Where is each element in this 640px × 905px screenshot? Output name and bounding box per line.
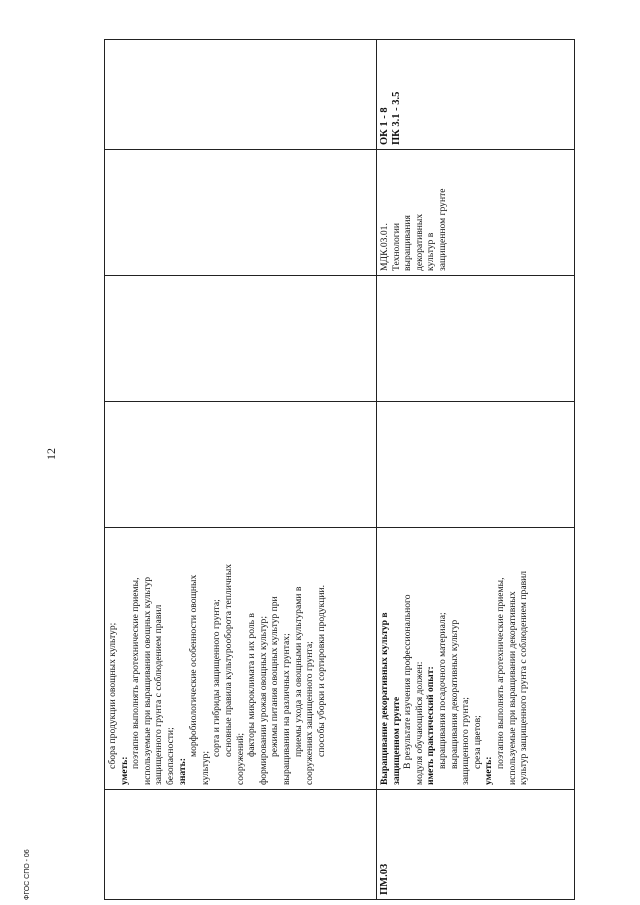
competency-code: ОК 1 - 8 — [379, 107, 390, 145]
mdk-line: выращивания — [402, 215, 414, 271]
curriculum-table-sheet — [104, 40, 574, 900]
content-line: модуля обучающийся должен: — [413, 661, 425, 785]
content-line: факторы микроклимата и их роль в — [246, 613, 258, 757]
content-line: культур; — [199, 750, 211, 785]
cell-content — [105, 528, 377, 790]
cell-code — [377, 790, 575, 900]
content-line: формировании урожая овощных культур; — [257, 615, 269, 785]
table-row — [105, 40, 377, 900]
content-line: сооружениях защищенного грунта; — [304, 641, 316, 785]
content-line: защищенного грунта; — [460, 697, 472, 785]
content-line: защищенного грунта с соблюдением правил — [153, 604, 165, 785]
content-line: сорта и гибриды защищенного грунта; — [211, 599, 223, 757]
table-row — [377, 40, 575, 900]
content-line: используемые при выращивании декоративных — [506, 591, 518, 785]
cell-code — [105, 790, 377, 900]
mdk-line: защищенном грунте — [436, 188, 448, 271]
content-line: иметь практический опыт: — [425, 666, 437, 785]
mdk-line: культур в — [425, 232, 437, 271]
content-line: уметь: — [118, 756, 130, 785]
content-line: уметь: — [483, 756, 495, 785]
content-line: сооружений; — [234, 732, 246, 785]
cell-competencies — [105, 40, 377, 150]
content-line: поэтапно выполнять агротехнические приемы, — [494, 577, 506, 769]
cell-mdk — [377, 150, 575, 276]
content-line: сбора продукции овощных культур; — [107, 622, 118, 769]
content-line: Выращивание декоративных культур в — [379, 612, 390, 785]
mdk-line: декоративных — [413, 213, 425, 271]
cell-col3 — [105, 402, 377, 528]
cell-competencies — [377, 40, 575, 150]
competency-code: ПК 3.1 - 3.5 — [391, 91, 402, 145]
content-line: среза цветов; — [471, 715, 483, 769]
cell-col3 — [377, 402, 575, 528]
cell-mdk — [105, 150, 377, 276]
curriculum-table — [104, 39, 575, 900]
content-line: режимы питания овощных культур при — [269, 596, 281, 757]
content-line: способы уборки и сортировки продукции. — [315, 584, 327, 757]
content-line: поэтапно выполнять агротехнические приемы, — [130, 577, 142, 769]
content-line: культур защищенного грунта с соблюдением правил — [518, 570, 530, 785]
content-line: выращивания декоративных культур — [448, 619, 460, 769]
content-line: основные правила культурооборота тепличных — [222, 563, 234, 757]
cell-content — [377, 528, 575, 790]
cell-col4 — [377, 276, 575, 402]
content-line: морфобиологические особенности овощных — [188, 574, 200, 757]
module-code: ПМ.03 — [379, 863, 390, 895]
mdk-line: Технологии — [390, 222, 402, 271]
content-line: выращивании на различных грунтах; — [280, 633, 292, 785]
mdk-line: МДК.03.01. — [379, 223, 390, 271]
content-line: приемы ухода за овощными культурами в — [292, 586, 304, 757]
footer-label: ФГОС СПО - 06 — [24, 849, 31, 900]
content-line: В результате изучения профессионального — [402, 594, 414, 769]
content-line: выращивания посадочного материала; — [436, 612, 448, 769]
content-line: знать: — [176, 758, 188, 785]
content-line: безопасности; — [164, 727, 176, 785]
cell-col4 — [105, 276, 377, 402]
content-line: используемые при выращивании овощных культур — [141, 576, 153, 785]
content-line: защищенном грунте — [390, 696, 402, 785]
page-number: 12 — [44, 448, 58, 460]
